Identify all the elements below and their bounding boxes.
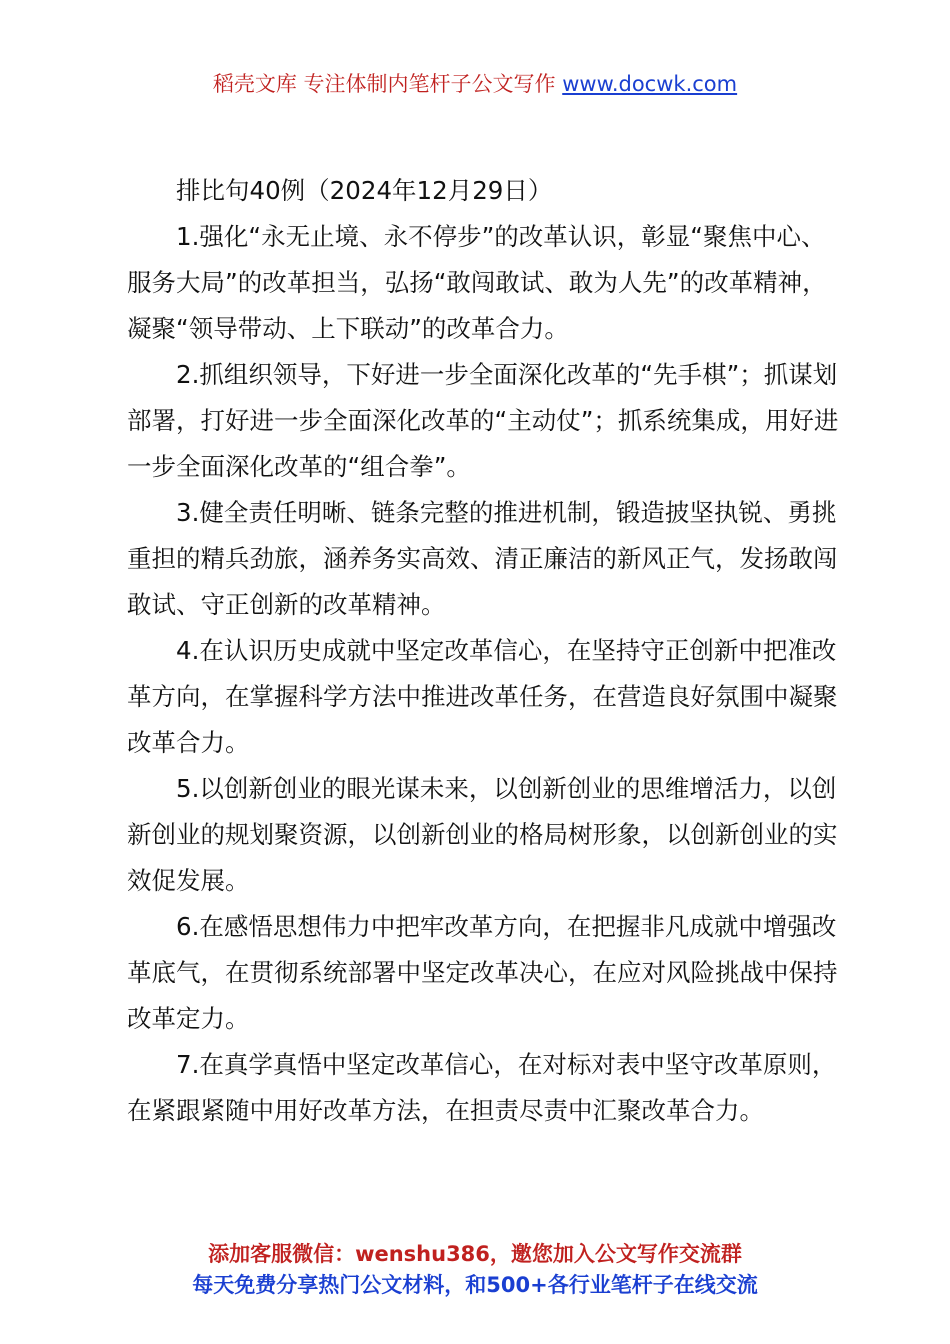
list-item-2: 2.抓组织领导，下好进一步全面深化改革的“先手棋”；抓谋划部署，打好进一步全面深化改革的“主动仗”；抓系统集成，用好进一步全面深化改革的“组合拳”。 — [127, 360, 839, 481]
footer-contact-suffix: ，邀您加入公文写作交流群 — [489, 1242, 742, 1266]
footer-contact-prefix: 添加客服微信： — [208, 1242, 356, 1266]
list-item-3: 3.健全责任明晰、链条完整的推进机制，锻造披坚执锐、勇挑重担的精兵劲旅，涵养务实高效、清正廉洁的新风正气，发扬敢闯敢试、守正创新的改革精神。 — [127, 498, 838, 619]
footer-promo-line: 每天免费分享热门公文材料，和500+各行业笔杆子在线交流 — [192, 1273, 758, 1297]
list-item-6: 6.在感悟思想伟力中把牢改革方向，在把握非凡成就中增强改革底气，在贯彻系统部署中坚定改革决心，在应对风险挑战中保持改革定力。 — [127, 912, 838, 1033]
document-title: 排比句40例（2024年12月29日） — [176, 176, 553, 205]
list-item-4: 4.在认识历史成就中坚定改革信心，在坚持守正创新中把准改革方向，在掌握科学方法中推进改革任务，在营造良好氛围中凝聚改革合力。 — [127, 636, 838, 757]
list-item-7: 7.在真学真悟中坚定改革信心，在对标对表中坚守改革原则，在紧跟紧随中用好改革方法，在担责尽责中汇聚改革合力。 — [127, 1050, 837, 1125]
footer-contact-line — [0, 1239, 950, 1270]
brand-tagline: 稻壳文库 专注体制内笔杆子公文写作 — [212, 72, 563, 96]
wechat-id: wenshu386 — [355, 1242, 490, 1266]
page-footer — [0, 1239, 950, 1301]
page-header — [0, 68, 950, 98]
list-item-5: 5.以创新创业的眼光谋未来，以创新创业的思维增活力，以创新创业的规划聚资源，以创新创业的格局树形象，以创新创业的实效促发展。 — [127, 774, 838, 895]
document-body — [127, 168, 847, 1134]
list-item-1: 1.强化“永无止境、永不停步”的改革认识，彰显“聚焦中心、服务大局”的改革担当，弘扬“敢闯敢试、敢为人先”的改革精神，凝聚“领导带动、上下联动”的改革合力。 — [127, 222, 827, 343]
site-url-link[interactable]: www.docwk.com — [562, 72, 738, 96]
